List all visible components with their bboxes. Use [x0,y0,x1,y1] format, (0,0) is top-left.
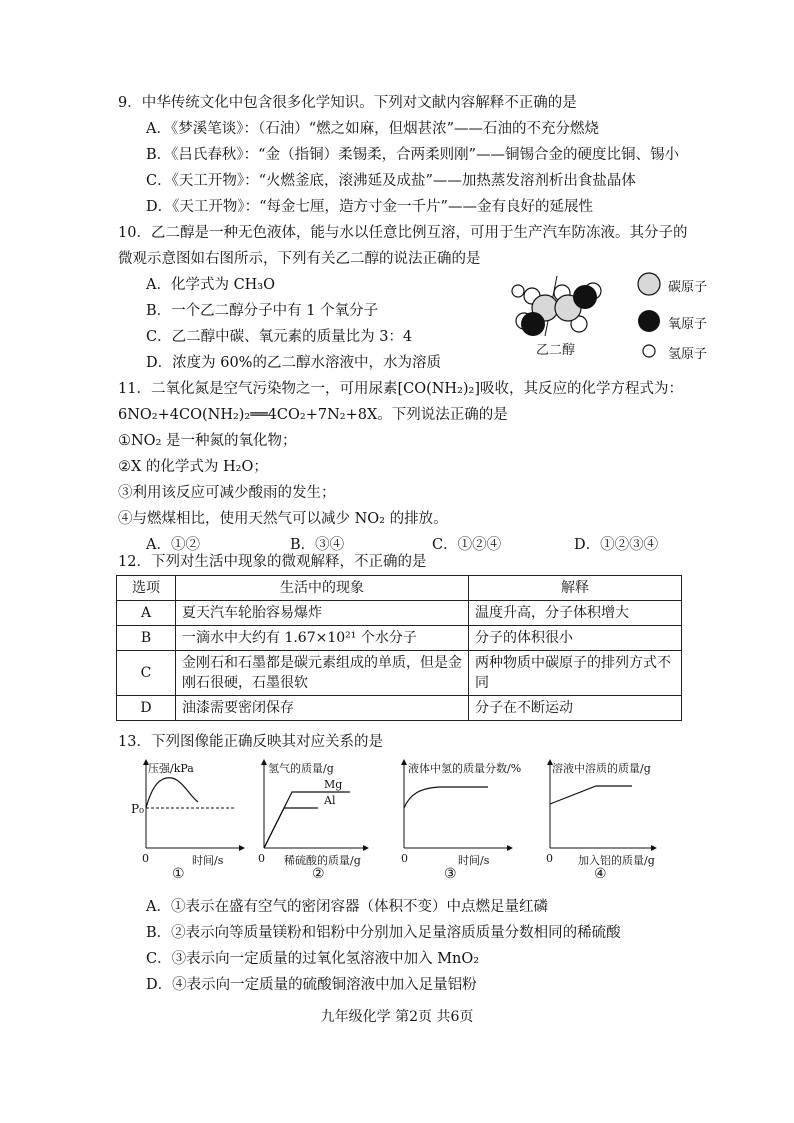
legend-hydrogen-label: 氢原子 [668,347,708,362]
legend-carbon-label: 碳原子 [668,280,708,295]
q10-stem-2: 微观示意图如右图所示，下列有关乙二醇的说法正确的是 [118,251,481,267]
graph-3-origin: 0 [401,852,408,865]
row-phenomenon: 夏天汽车轮胎容易爆炸 [176,601,469,626]
graph-4-xlabel: 加入铝的质量/g [578,854,655,867]
header-phenomenon: 生活中的现象 [176,576,469,601]
table-row [117,696,682,721]
graph-2-ylabel: 氢气的质量/g [268,762,334,775]
q13-option-b: B．②表示向等质量镁粉和铝粉中分别加入足量溶质质量分数相同的稀硫酸 [146,925,621,941]
row-option: B [117,626,176,651]
q9-option-b: B．《吕氏春秋》：“金（指铜）柔锡柔，合两柔则刚”——铜锡合金的硬度比铜、锡小 [146,147,679,163]
series-mg-line [264,792,350,848]
series-al-line [264,808,318,848]
table-row [117,601,682,626]
q11-statement-1: ①NO₂ 是一种氮的氧化物； [118,433,297,449]
legend-carbon-icon [636,271,662,297]
header-option: 选项 [117,576,176,601]
graph-1-xlabel: 时间/s [192,854,224,867]
q13-option-d: D．④表示向一定质量的硫酸铜溶液中加入足量铝粉 [146,977,477,993]
q11-stem: 11．二氧化氮是空气污染物之一，可用尿素[CO(NH₂)₂]吸收，其反应的化学方程式为： [118,381,684,397]
graph-2-xlabel: 稀硫酸的质量/g [284,854,361,867]
graph-1-origin: 0 [142,852,149,865]
q11-option-d: D．①②③④ [574,537,659,553]
q12-stem: 12．下列对生活中现象的微观解释，不正确的是 [118,554,427,570]
graph-3-number: ③ [444,866,457,882]
q13-stem: 13．下列图像能正确反映其对应关系的是 [118,734,383,750]
q11-statement-3: ③利用该反应可减少酸雨的发生； [118,485,336,501]
graph-4-origin: 0 [546,852,553,865]
graph-4-ylabel: 溶液中溶质的质量/g [552,762,651,775]
legend-oxygen-icon [637,309,661,333]
q9-option-d: D．《天工开物》：“每金七厘，造方寸金一千片”——金有良好的延展性 [146,199,593,215]
graph-1-ylabel: 压强/kPa [148,762,194,775]
q10-option-c: C．乙二醇中碳、氧元素的质量比为 3：4 [146,329,413,345]
q10-option-b: B．一个乙二醇分子中有 1 个氧分子 [146,303,379,319]
solute-line [550,786,632,804]
oxygen-atom [521,312,545,336]
graph-2-number: ② [312,866,325,882]
q10-option-a: A．化学式为 CH₃O [146,277,276,293]
q9-option-c: C．《天工开物》：“火燃釜底，滚沸延及成盐”——加热蒸发溶剂析出食盐晶体 [146,173,636,189]
legend-oxygen-label: 氧原子 [668,317,708,332]
row-phenomenon: 一滴水中大约有 1.67×10²¹ 个水分子 [176,626,469,651]
graph-1-p0-label: P₀ [131,802,144,816]
graph-2-series-al: Al [324,794,336,807]
q11-statement-2: ②X 的化学式为 H₂O； [118,459,268,475]
row-phenomenon: 油漆需要密闭保存 [176,696,469,721]
q9-stem: 9．中华传统文化中包含很多化学知识。下列对文献内容解释不正确的是 [118,95,577,111]
graph-3-ylabel: 液体中氢的质量分数/% [408,762,522,775]
hydrogen-atom [512,285,524,297]
q10-stem-1: 10．乙二醇是一种无色液体，能与水以任意比例互溶，可用于生产汽车防冻液。其分子的 [118,225,688,241]
q11-option-a: A．①② [146,537,200,553]
graph-1-number: ① [172,866,185,882]
graph-2-series-mg: Mg [324,778,343,791]
header-explanation: 解释 [469,576,682,601]
graph-3-xlabel: 时间/s [458,854,490,867]
q10-option-d: D．浓度为 60%的乙二醇水溶液中，水为溶质 [146,355,441,371]
fraction-curve [404,787,488,808]
row-option: A [117,601,176,626]
q9-option-a: A．《梦溪笔谈》：（石油）“燃之如麻，但烟甚浓”——石油的不充分燃烧 [146,121,600,137]
oxygen-atom [573,285,597,309]
row-explanation: 温度升高，分子体积增大 [469,601,682,626]
legend-hydrogen-icon [641,343,657,359]
q13-option-c: C．③表示向一定质量的过氧化氢溶液中加入 MnO₂ [146,951,480,967]
pressure-curve [146,778,198,808]
page-footer: 九年级化学 第2页 共6页 [320,1009,474,1025]
q11-statement-4: ④与燃煤相比，使用天然气可以减少 NO₂ 的排放。 [118,511,448,527]
graph-2-origin: 0 [258,852,265,865]
q11-option-c: C．①②④ [432,537,502,553]
table-header-row [117,576,682,601]
molecule-name-label: 乙二醇 [536,343,576,358]
q11-option-b: B．③④ [290,537,345,553]
table-row [117,651,682,696]
graph-4-number: ④ [594,866,607,882]
q13-option-a: A．①表示在盛有空气的密闭容器（体积不变）中点燃足量红磷 [146,899,548,915]
row-option: C [117,651,176,696]
row-explanation: 两种物质中碳原子的排列方式不同 [469,651,682,696]
q11-equation: 6NO₂+4CO(NH₂)₂══4CO₂+7N₂+8X。下列说法正确的是 [118,407,508,423]
q12-table [116,575,682,721]
row-phenomenon: 金刚石和石墨都是碳元素组成的单质，但是金刚石很硬，石墨很软 [176,651,469,696]
row-explanation: 分子的体积很小 [469,626,682,651]
row-explanation: 分子在不断运动 [469,696,682,721]
table-row [117,626,682,651]
row-option: D [117,696,176,721]
